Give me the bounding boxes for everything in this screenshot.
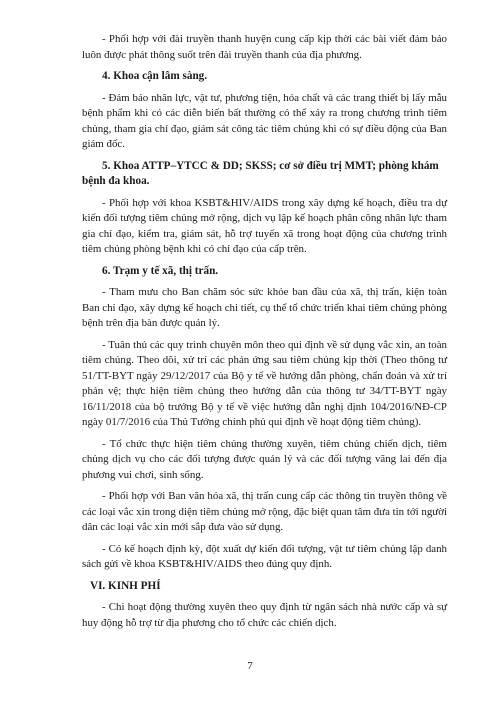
heading-funding: VI. KINH PHÍ xyxy=(90,579,161,592)
paragraph-radio-coordination: - Phối hợp với đài truyền thanh huyện cung cấp kịp thời các bài viết đảm bảo luôn được phát thông suốt trên đài truyền thanh của địa phương. xyxy=(82,33,447,61)
heading-food-safety-dept: 5. Khoa ATTP–YTCC & DD; SKSS; cơ sở điều trị MMT; phòng khám bệnh đa khoa. xyxy=(82,159,439,187)
heading-commune-health-station: 6. Trạm y tế xã, thị trấn. xyxy=(102,264,219,277)
paragraph-commune-planning: - Có kế hoạch định kỳ, đột xuất dự kiến đối tượng, vật tư tiêm chủng lập danh sách gửi về khoa KSBT&HIV/AIDS theo đúng quy định. xyxy=(82,542,447,570)
paragraph-commune-communication: - Phối hợp với Ban văn hóa xã, thị trấn cung cấp các thông tin truyền thông về các loại vắc xin trong diện tiêm chủng mở rộng, đặc biệt quan tâm đưa tin tới người dân các loại vắc xin mới sắp đưa vào sử dụng. xyxy=(82,490,447,533)
paragraph-paraclinical-duties: - Đảm bảo nhân lực, vật tư, phương tiện, hóa chất và các trang thiết bị lấy mẫu bệnh phẩm khi có các diễn biến bất thường có thể xảy ra trong chương trình tiêm chủng, tham gia chỉ đạo, giám sát công tác tiêm chủng khi có sự điều động của Ban giám đốc. xyxy=(82,91,447,150)
paragraph-commune-advise: - Tham mưu cho Ban chăm sóc sức khỏe ban đầu của xã, thị trấn, kiện toàn Ban chỉ đạo, xây dựng kế hoạch chi tiết, cụ thể tổ chức triển khai tiêm chủng phòng bệnh trên địa bàn được quản lý. xyxy=(82,286,447,329)
paragraph-food-safety-duties: - Phối hợp với khoa KSBT&HIV/AIDS trong xây dựng kế hoạch, điều tra dự kiến đối tượng tiêm chủng mở rộng, dịch vụ lập kế hoạch phân công nhân lực tham gia chỉ đạo, kiểm tra, giám sát, hỗ trợ tuyến xã trong hoạt động của chương trình tiêm chủng phòng bệnh khi có chỉ đạo của cấp trên. xyxy=(82,196,447,255)
page-number: 7 xyxy=(247,660,253,672)
paragraph-funding: - Chi hoạt động thường xuyên theo quy định từ ngân sách nhà nước cấp và sự huy động hỗ trợ từ địa phương cho tổ chức các chiến dịch. xyxy=(82,601,447,629)
heading-paraclinical-dept: 4. Khoa cận lâm sàng. xyxy=(102,70,208,82)
paragraph-commune-procedures: - Tuân thủ các quy trình chuyên môn theo qui định về sử dụng vắc xin, an toàn tiêm chủng. Theo dõi, xử trí các phản ứng sau tiêm chủng kịp thời (Theo thông tư 51/TT-BYT ngày 29/12/2017 của Bộ y tế về hướng dẫn phòng, chẩn đoán và xử trí phản vệ; thực hiện tiêm chủng theo hướng dẫn của thông tư 34/TT-BYT ngày 16/11/2018 của bộ trưởng Bộ y tế về việc hướng dẫn nghị định 104/2016/NĐ-CP ngày 01/7/2016 của Thủ Tướng chính phủ qui định về hoạt động tiêm chủng). xyxy=(82,338,447,428)
paragraph-commune-vaccination: - Tổ chức thực hiện tiêm chủng thường xuyên, tiêm chủng chiến dịch, tiêm chủng dịch vụ cho các đối tượng được quản lý và các đối tượng vãng lai đến địa phương vui chơi, sinh sống. xyxy=(82,437,447,481)
